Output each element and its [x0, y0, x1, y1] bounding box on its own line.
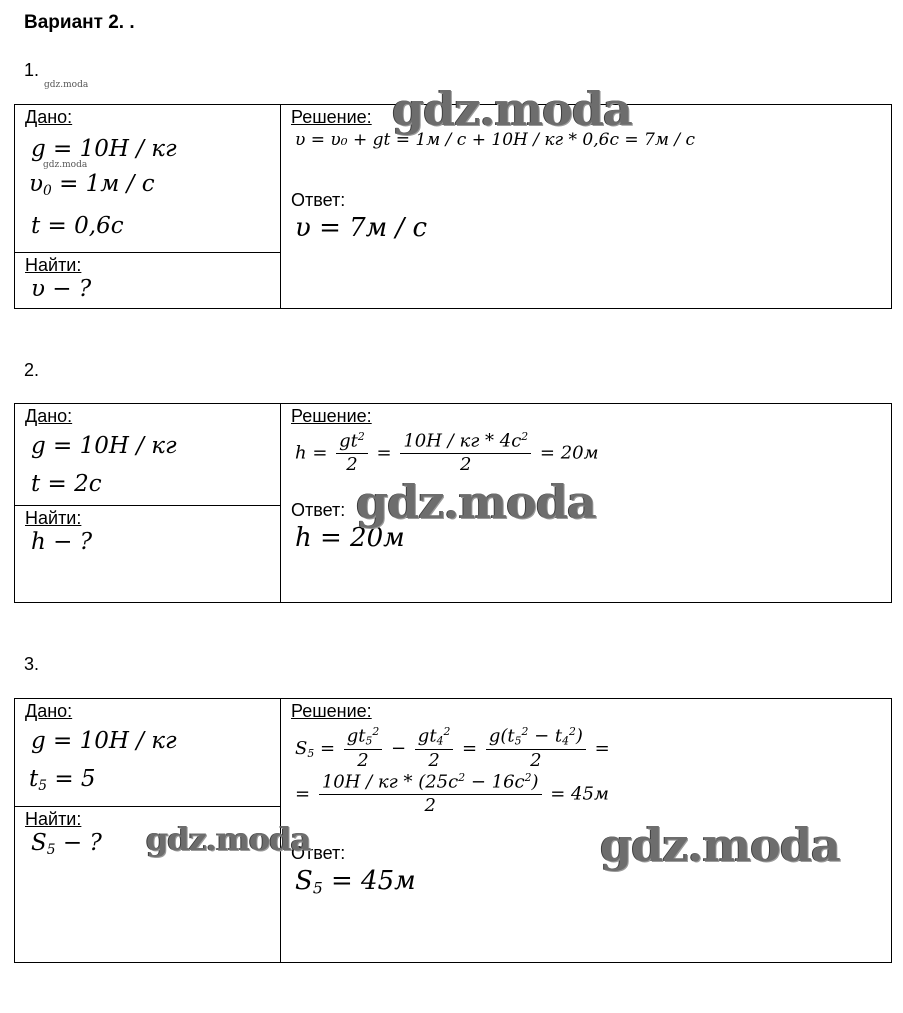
watermark-small: gdz.moda	[44, 80, 89, 90]
find-label: Найти:	[25, 508, 82, 528]
task-3-number: 3.	[24, 654, 40, 674]
given-g: g = 10Н / кг	[31, 136, 177, 162]
solution-line-2: = $\frac{10Н / кг * (25с^2 - 16с^2)}{2}$ = 45м	[295, 770, 609, 816]
answer-label: Ответ:	[291, 190, 346, 210]
answer-value: υ = 7м / с	[295, 213, 428, 243]
solution-label: Решение:	[291, 701, 372, 721]
solution-formula: υ = υ₀ + gt = 1м / с + 10Н / кг * 0,6с = 7м / с	[295, 130, 695, 150]
watermark: gdz.moda	[600, 818, 840, 872]
given-g: g = 10Н / кг	[31, 728, 177, 754]
answer-value: $S_5 = 45м$	[295, 865, 416, 898]
solution-label: Решение:	[291, 107, 372, 127]
task-2-find-cell	[15, 506, 281, 603]
answer-label: Ответ:	[291, 842, 346, 863]
given-t: t = 0,6с	[31, 213, 124, 240]
find-value: h − ?	[31, 529, 93, 555]
watermark: gdz.moda	[356, 475, 596, 529]
task-1-number: 1.	[24, 60, 40, 80]
answer-label: Ответ:	[291, 499, 346, 520]
watermark-small: gdz.moda	[43, 160, 88, 170]
find-label: Найти:	[25, 809, 82, 829]
task-2-number: 2.	[24, 360, 40, 380]
solution-line-1: $S_5$ = $\frac{gt_5^2}{2}$ − $\frac{gt_4^2}{2}$ = $\frac{g(t_5^2 - t_4^2)}{2}$ =	[295, 725, 610, 772]
page-title: Вариант 2. .	[24, 12, 135, 33]
solution-formula: h = $\frac{gt^2}{2}$ = $\frac{10Н / кг * 4с^2}{2}$ = 20м	[295, 430, 599, 476]
find-value: υ − ?	[31, 276, 92, 302]
task-3-given-cell	[15, 699, 281, 807]
given-g: g = 10Н / кг	[31, 433, 177, 459]
answer-value: h = 20м	[295, 522, 405, 553]
find-value: $S_5$ − ?	[31, 830, 102, 859]
solution-label: Решение:	[291, 406, 372, 426]
watermark: gdz.moda	[392, 82, 632, 136]
given-v0: $\upsilon_0 = 1м / с$	[29, 171, 155, 200]
given-label: Дано:	[25, 406, 73, 426]
given-label: Дано:	[25, 107, 73, 127]
task-1-find-cell	[15, 253, 281, 309]
task-2-given-cell	[15, 404, 281, 506]
find-label: Найти:	[25, 255, 82, 275]
given-t: t = 2с	[31, 471, 102, 497]
watermark: gdz.moda	[146, 820, 311, 858]
given-label: Дано:	[25, 701, 73, 721]
task-1-given-cell	[15, 105, 281, 253]
given-t5: $t_5 = 5$	[29, 766, 96, 795]
